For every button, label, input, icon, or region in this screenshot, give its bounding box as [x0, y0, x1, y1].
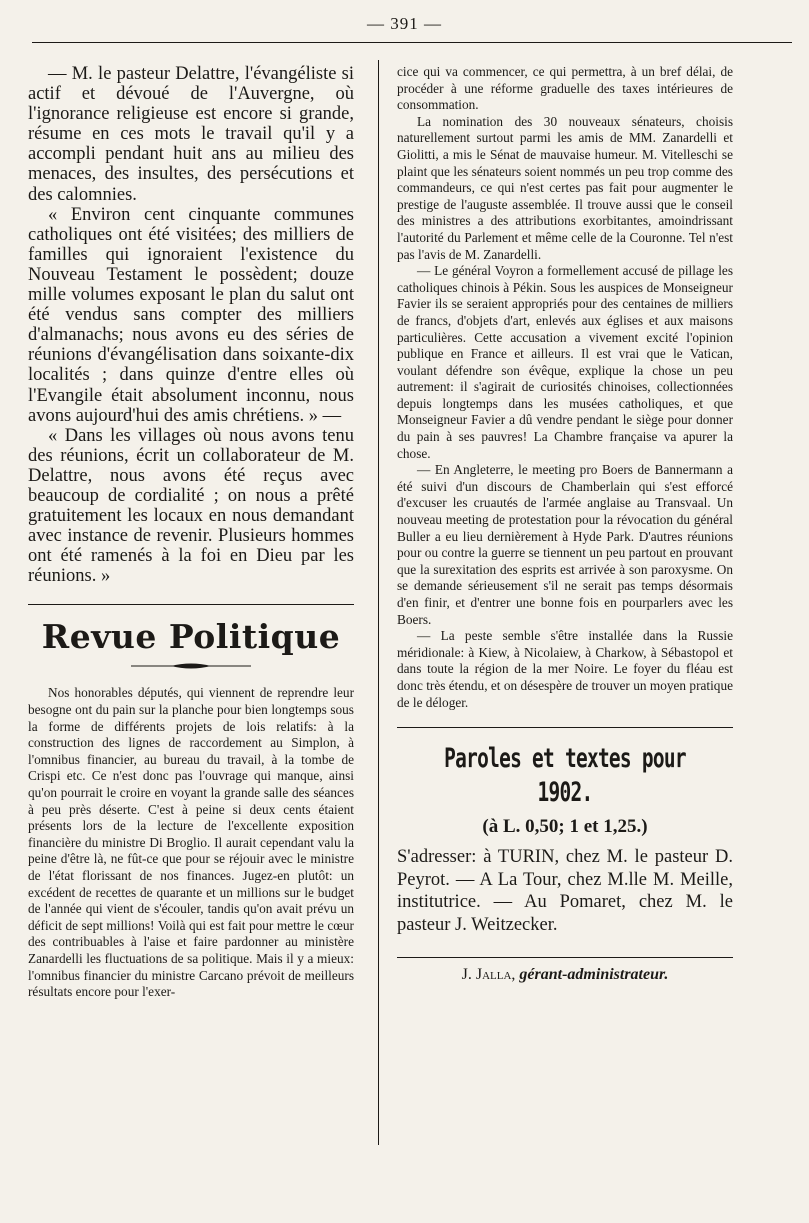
plague-paragraph: — La peste semble s'être installée dans la Russie méridionale: à Kiew, à Nicolaiew, à Charkow, à Sébastopol et dans toute la région de la mer Noire. Le foyer du fléau est donc très étendu, et on désespère de trouver un moyen pratique de le déloger. — [397, 628, 733, 710]
revue-politique-title: Revue Politique — [41, 617, 341, 657]
paroles-address: S'adresser: à TURIN, chez M. le pasteur D. Peyrot. — A La Tour, chez M.lle M. Meille, institutrice. — Au Pomaret, chez M. le pasteur J. Weitzecker. — [397, 847, 733, 935]
ornament-divider — [131, 661, 251, 671]
right-column — [397, 64, 733, 984]
paroles-price: (à L. 0,50; 1 et 1,25.) — [482, 816, 648, 838]
voyron-paragraph: — Le général Voyron a formellement accusé de pillage les catholiques chinois à Pékin. Sous les auspices de Monseigneur Favier ils se seraient appropriés pour des centaines de milliers de francs, d'objets d'art, enlevés aux églises et aux maisons particulières. Cette accusation a vivement excité l'opinion publique en France et ailleurs. Il est vrai que le Vatican, voulant défendre son évêque, explique la chose un peu autrement: il s'agirait de curiosités chinoises, collectionnées depuis longtemps dans les musées catholiques, et que Monseigneur Favier a dû vendre pendant le siège pour donner du pain à ses pauvres! La Chambre française va apurer la chose. — [397, 263, 733, 461]
page-number: — 391 — — [367, 14, 442, 33]
signature-role: gérant-administrateur. — [519, 965, 669, 983]
revue-paragraph: Nos honorables députés, qui viennent de reprendre leur besogne ont du pain sur la planche pour bien longtemps sous la forme de différents projets de lois relatifs: à la construction des lignes de raccordement au Simplon, à l'omnibus financier, au bureau du travail, à la tombe de Crispi etc. Ce n'est donc pas l'ouvrage qui manque, ainsi qu'on pourrait le croire en voyant la grande salle des séances à peu près déserte. C'est à peine si deux cents étaient présents lors de la lecture de l'excellente exposition financière du ministre Di Broglio. Il aurait cependant valu la peine d'être là, ne fût-ce que pour se réjouir avec le ministre de l'état florissant de nos finances. Jugez-en plutôt: un excédent de recettes de quarante et un millions sur le budget de l'année qui vient de s'écouler, tandis qu'on avait prévu un déficit de sept millions! Voilà qui est fait pour mettre le cœur des contribuables à l'aise et faire pardonner au ministère Zanardelli les fluctuations de sa politique. Mais il y a mieux: l'omnibus financier du ministre Carcano prévoit de meilleurs résultats encore pour l'exer- — [28, 685, 354, 1000]
section-divider-right — [397, 727, 733, 728]
paroles-title: Paroles et textes pour 1902. — [444, 743, 686, 809]
reform-paragraph: cice qui va commencer, ce qui permettra, à un bref délai, de procéder à une réforme graduelle des taxes intérieures de consommation. — [397, 64, 733, 113]
quote-paragraph-1: « Environ cent cinquante communes catholiques ont été visitées; des milliers de familles qui ignoraient l'existence du Nouveau Testament le possèdent; douze mille volumes exposant le plan du salut ont été vendus sans compter des milliers d'almanachs; nous avons eu des séries de réunions d'évangélisation dans soixante-dix localités ; dans quinze d'entre elles où l'Evangile était absolument inconnu, nous avons aujourd'hui des amis chrétiens. » — — [28, 204, 354, 426]
signature — [397, 966, 733, 984]
england-paragraph: — En Angleterre, le meeting pro Boers de Bannermann a été suivi d'un discours de Chamberlain qui s'est efforcé d'excuser les cruautés de l'armée anglaise au Transvaal. Un nouveau meeting de protestation pour la révocation du général Buller a eu lieu dernièrement à Hyde Park. D'autres réunions pour ou contre la guerre se tiennent un peu partout en prouvant que la surexitation des esprits est arrivée à son paroxysme. On se demande sérieusement s'il ne serait pas temps désormais d'en finir, et d'entrer une bonne fois en pourparlers avec les Boers. — [397, 462, 733, 627]
signature-name: J. Jalla, — [461, 965, 516, 983]
column-divider — [378, 60, 379, 1145]
header-rule — [32, 42, 792, 43]
paroles-notice — [397, 742, 733, 936]
left-column — [28, 64, 354, 1001]
section-divider — [28, 604, 354, 605]
signature-rule — [397, 957, 733, 958]
delattre-paragraph: — M. le pasteur Delattre, l'évangéliste si actif et dévoué de l'Auvergne, où l'ignorance religieuse est encore si grande, résume en ces mots le travail qu'il y a accompli pendant huit ans au milieu des menaces, des insultes, des persécutions et des calomnies. — [28, 64, 354, 205]
quote-paragraph-2: « Dans les villages où nous avons tenu des réunions, écrit un collaborateur de M. Delattre, nous avons été reçus avec beaucoup de cordialité ; on nous a prêté gratuitement les locaux en nous demandant avec instance de revenir. Plusieurs hommes ont été ramenés à la foi en Dieu par les réunions. » — [28, 425, 354, 587]
senate-paragraph: La nomination des 30 nouveaux sénateurs, choisis naturellement surtout parmi les amis de MM. Zanardelli et Giolitti, a mis le Sénat de mauvaise humeur. M. Vitelleschi se plaint que les sénateurs soient nommés un peu trop comme des commandeurs, ce qui n'est certes pas fait pour augmenter le prestige de l'auguste assemblée. Il trouve aussi que le conseil des ministres a des attributions exorbitantes, amoindrissant l'autorité du Parlement et même celle de la Couronne. Tel n'est pas l'avis de M. Zanardelli. — [397, 113, 733, 262]
